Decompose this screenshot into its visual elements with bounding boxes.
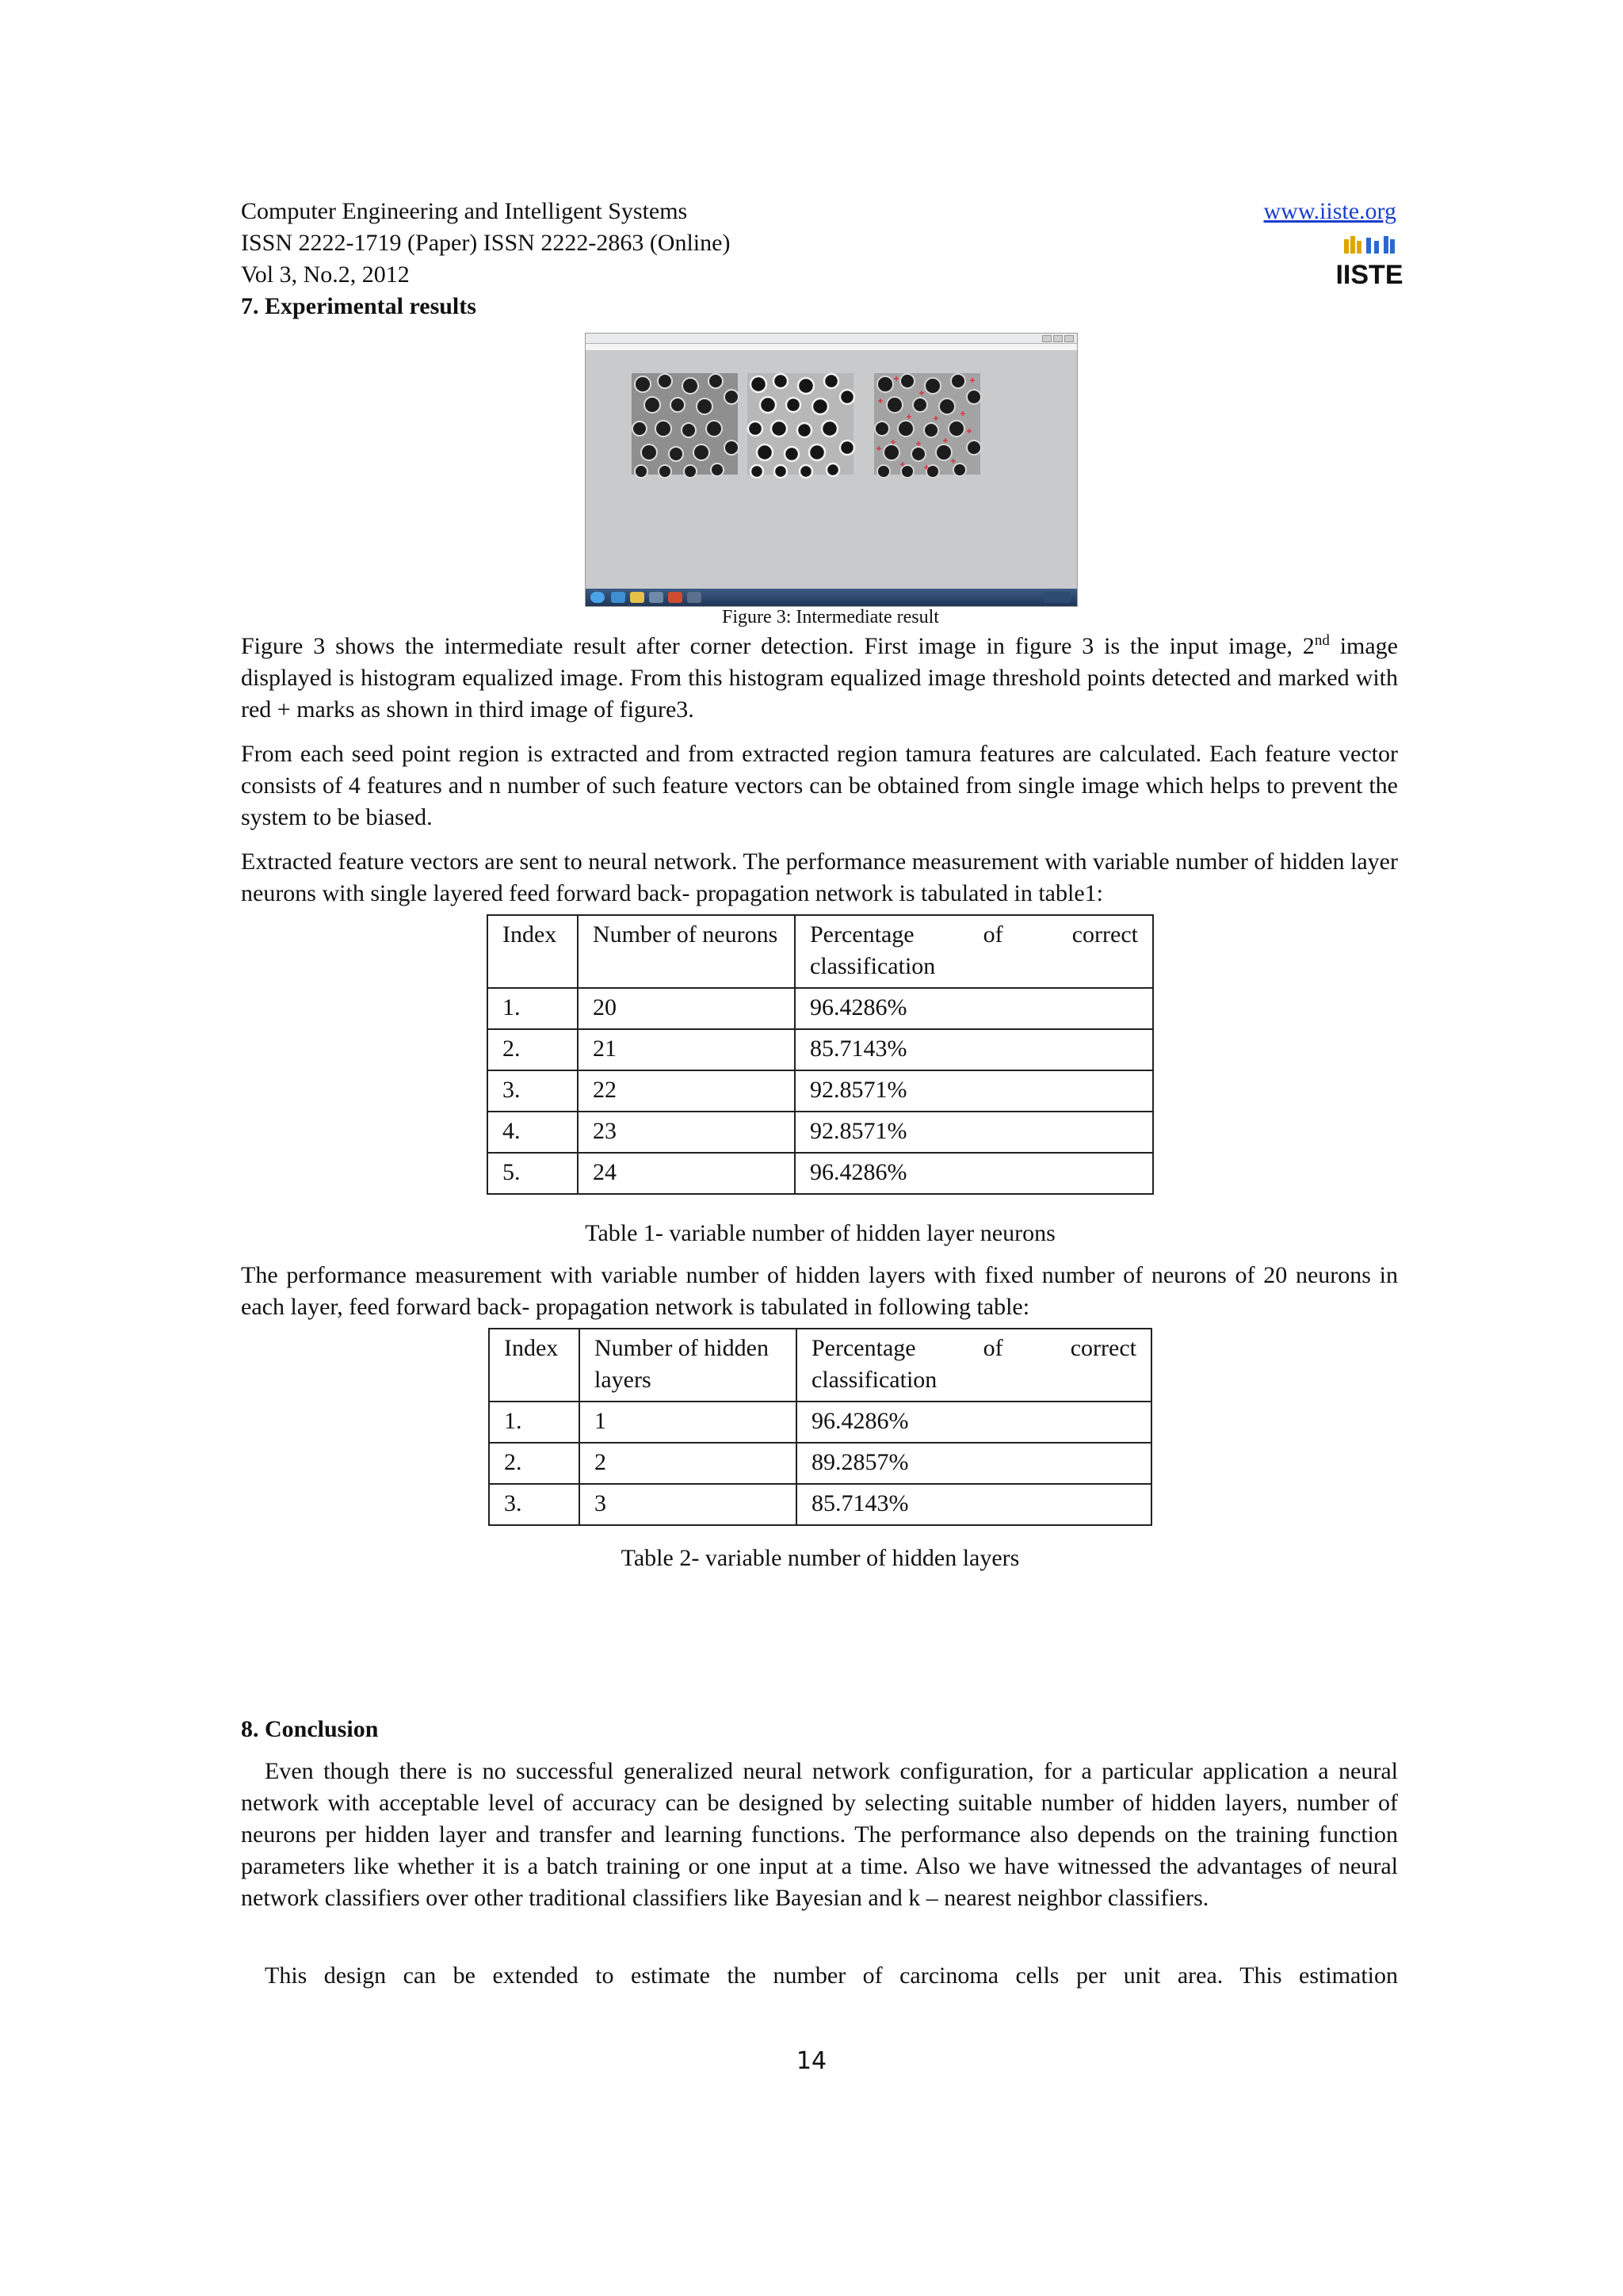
paragraph-text: From each seed point region is extracted and from extracted region tamura features are calculated. Each feature vector consists of 4 features and n number of such feature vectors can be obtained from single image which helps to prevent the system to be biased.: [241, 741, 1398, 830]
table-cell: 96.4286%: [795, 1153, 1153, 1194]
table-cell: 20: [578, 988, 795, 1029]
table-header-cell: [795, 915, 1153, 988]
journal-title: Computer Engineering and Intelligent Systems: [241, 198, 688, 224]
start-orb-icon: [590, 592, 605, 603]
paragraph-figure-description: [241, 631, 1398, 726]
website-link[interactable]: www.iiste.org: [1263, 198, 1396, 224]
table-row: [487, 988, 1153, 1029]
logo-lettering: IISTE: [1335, 260, 1403, 290]
conclusion-paragraph-2: [241, 1960, 1398, 1992]
table-row: [489, 1402, 1151, 1443]
page-number: 14: [796, 2047, 827, 2075]
table-header-cell-text: Percentage of correct classification: [810, 921, 1138, 979]
table-cell: 5.: [487, 1153, 578, 1194]
histogram-equalized-panel: [747, 373, 854, 475]
taskbar-clock-area: [1044, 592, 1071, 603]
table-header-cell-text: Percentage of correct classification: [812, 1335, 1136, 1393]
table-cell: 2: [579, 1443, 796, 1484]
table-cell: 85.7143%: [796, 1484, 1151, 1525]
figure-3-caption: Figure 3: Intermediate result: [722, 607, 939, 627]
table-row: [487, 1153, 1153, 1194]
issn-line: ISSN 2222-1719 (Paper) ISSN 2222-2863 (Online): [241, 230, 731, 256]
table-cell: 21: [578, 1029, 795, 1070]
table-cell: 2.: [489, 1443, 579, 1484]
threshold-points-panel: [874, 373, 980, 475]
table-cell: 92.8571%: [795, 1112, 1153, 1153]
table-cell: 92.8571%: [795, 1070, 1153, 1112]
paragraph-text: image displayed is histogram equalized image. From this histogram equalized image threshold points detected and marked with red + marks as shown in third image of figure3.: [241, 633, 1398, 723]
table-row: [489, 1443, 1151, 1484]
table-header-cell: [796, 1329, 1151, 1402]
table-cell: 24: [578, 1153, 795, 1194]
table-cell: 1.: [487, 988, 578, 1029]
table-1: [487, 914, 1154, 1195]
paragraph-feature-vectors: [241, 846, 1398, 910]
superscript-nd: nd: [1314, 632, 1330, 649]
taskbar-app-icon: [687, 592, 701, 603]
table-header-cell-text: Number of neurons: [593, 921, 778, 948]
table-header-row: [489, 1329, 1151, 1402]
table-2-caption: Table 2- variable number of hidden layers: [621, 1545, 1020, 1571]
table-1-caption: Table 1- variable number of hidden layer neurons: [585, 1220, 1056, 1246]
table-cell: 96.4286%: [795, 988, 1153, 1029]
table-cell: 2.: [487, 1029, 578, 1070]
conclusion-paragraph-1: [241, 1756, 1398, 1914]
table-cell: 96.4286%: [796, 1402, 1151, 1443]
table-cell: 3.: [489, 1484, 579, 1525]
table-cell: 23: [578, 1112, 795, 1153]
paragraph-text: Figure 3 shows the intermediate result after corner detection. First image in figure 3 is the input image, 2: [241, 633, 1315, 659]
table-row: [487, 1070, 1153, 1112]
figure-window-menubar: [586, 344, 1077, 350]
figure-window-titlebar: [586, 334, 1077, 344]
section-8-heading: 8. Conclusion: [241, 1716, 379, 1742]
table-header-cell-text: Number of hidden layers: [594, 1335, 769, 1393]
table-row: [487, 1112, 1153, 1153]
window-maximize-icon: [1053, 335, 1063, 342]
table-2: [488, 1328, 1152, 1526]
paragraph-text: Even though there is no successful generalized neural network configuration, for a particular application a neural network with acceptable level of accuracy can be designed by selecting suitable number of hidden layers, number of neurons per hidden layer and transfer and learning functions. The performance also depends on the training function parameters like whether it is a batch training or one input at a time. Also we have witnessed the advantages of neural network classifiers over other traditional classifiers like Bayesian and k – nearest neighbor classifiers.: [241, 1758, 1398, 1911]
table-cell: 89.2857%: [796, 1443, 1151, 1484]
taskbar-folder-icon: [630, 592, 644, 603]
figure-3-screenshot: [585, 333, 1078, 607]
paragraph-text: This design can be extended to estimate the number of carcinoma cells per unit area. This estimation: [265, 1962, 1398, 1989]
table-cell: 4.: [487, 1112, 578, 1153]
taskbar-app-icon: [649, 592, 663, 603]
window-minimize-icon: [1042, 335, 1052, 342]
table-cell: 1.: [489, 1402, 579, 1443]
table-row: [487, 1029, 1153, 1070]
table-header-cell: Index: [489, 1329, 579, 1402]
section-7-heading: 7. Experimental results: [241, 293, 476, 319]
figure-window-taskbar: [586, 589, 1077, 606]
table-cell: 3: [579, 1484, 796, 1525]
paragraph-hidden-layers: [241, 1260, 1398, 1323]
paragraph-text: The performance measurement with variable number of hidden layers with fixed number of neurons of 20 neurons in each layer, feed forward back- propagation network is tabulated in following table:: [241, 1262, 1398, 1320]
table-header-cell: [578, 915, 795, 988]
iiste-logo: [1335, 235, 1403, 290]
table-row: [489, 1484, 1151, 1525]
table-cell: 22: [578, 1070, 795, 1112]
taskbar-app-icon: [668, 592, 682, 603]
table-header-cell: Index: [487, 915, 578, 988]
table-header-cell: [579, 1329, 796, 1402]
input-image-panel: [632, 373, 738, 475]
table-cell: 3.: [487, 1070, 578, 1112]
table-cell: 85.7143%: [795, 1029, 1153, 1070]
taskbar-app-icon: [611, 592, 625, 603]
volume-line: Vol 3, No.2, 2012: [241, 261, 410, 288]
paragraph-seed-point: [241, 738, 1398, 833]
table-cell: 1: [579, 1402, 796, 1443]
iiste-logo-graphic: [1335, 235, 1403, 290]
window-close-icon: [1064, 335, 1074, 342]
paragraph-text: Extracted feature vectors are sent to neural network. The performance measurement with variable number of hidden layer neurons with single layered feed forward back- propagation network is tabulated in table1:: [241, 849, 1398, 906]
table-header-row: [487, 915, 1153, 988]
